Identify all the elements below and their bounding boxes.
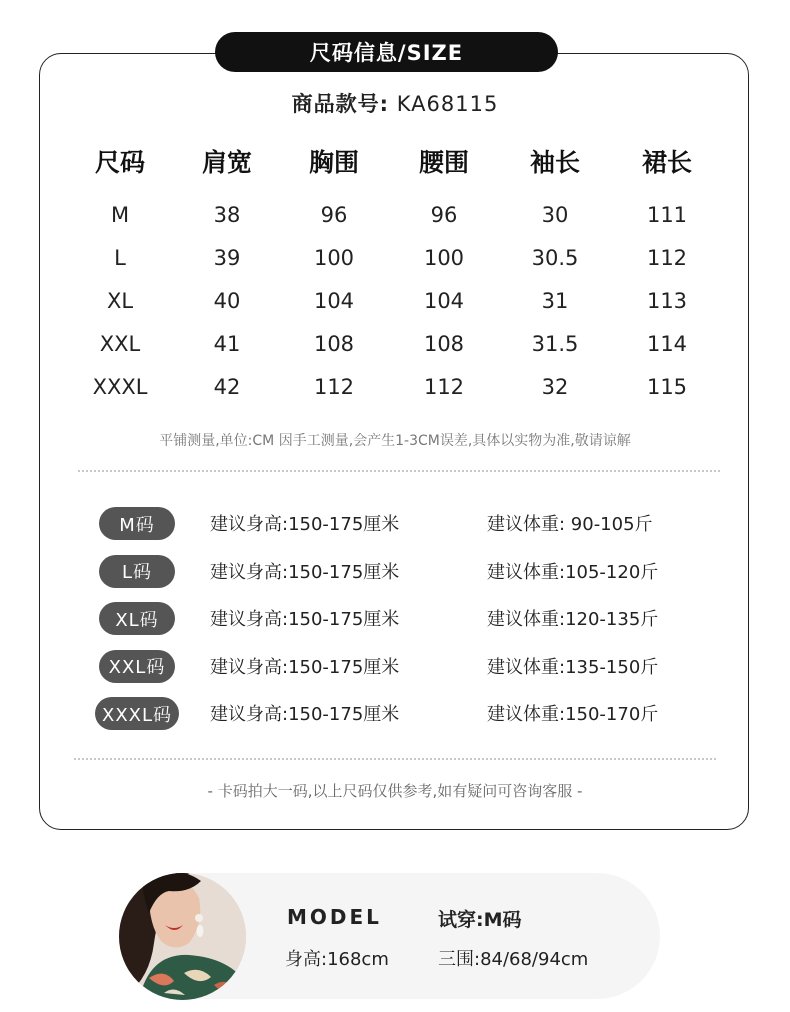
product-code-label: 商品款号: — [291, 92, 390, 116]
recommended-height: 建议身高:150-175厘米 — [210, 609, 400, 630]
model-label: MODEL — [287, 905, 382, 929]
table-cell: 30 — [541, 202, 569, 227]
table-cell: 32 — [541, 374, 569, 399]
header-waist: 腰围 — [418, 148, 469, 177]
table-cell: 38 — [213, 202, 241, 227]
table-header — [65, 137, 725, 185]
table-cell: M — [110, 202, 130, 227]
table-cell: 108 — [423, 331, 465, 356]
table-cell: 115 — [646, 374, 688, 399]
model-try-on-size: 试穿:M码 — [438, 909, 522, 931]
table-cell: 30.5 — [531, 245, 579, 270]
table-cell: 40 — [213, 288, 241, 313]
table-cell: XL — [106, 288, 134, 313]
product-code-value: KA68115 — [396, 92, 499, 116]
table-cell: 111 — [646, 202, 688, 227]
table-cell: 112 — [423, 374, 465, 399]
size-badge: XL码 — [99, 602, 175, 635]
table-cell: 104 — [423, 288, 465, 313]
header-size: 尺码 — [94, 148, 145, 177]
table-cell: 96 — [430, 202, 458, 227]
recommendation-row — [95, 553, 715, 601]
size-badge: XXL码 — [99, 650, 175, 683]
footer-note: - 卡码拍大一码,以上尺码仅供参考,如有疑问可咨询客服 - — [207, 782, 583, 800]
size-badge: L码 — [99, 555, 175, 588]
table-cell: 100 — [313, 245, 355, 270]
recommended-weight: 建议体重:120-135斤 — [487, 609, 659, 630]
model-photo — [119, 873, 246, 1000]
recommended-height: 建议身高:150-175厘米 — [210, 561, 400, 583]
table-cell: 31 — [541, 288, 569, 313]
header-bust: 胸围 — [308, 148, 359, 177]
table-cell: 114 — [646, 331, 688, 356]
product-code — [0, 88, 790, 118]
measurement-note: 平铺测量,单位:CM 因手工测量,会产生1-3CM误差,具体以实物为准,敬请谅解 — [159, 433, 631, 449]
table-cell: 113 — [646, 288, 688, 313]
size-badge: XXXL码 — [95, 697, 179, 730]
recommended-height: 建议身高:150-175厘米 — [210, 704, 400, 725]
table-cell: L — [114, 245, 126, 270]
table-cell: 100 — [423, 245, 465, 270]
recommended-height: 建议身高:150-175厘米 — [210, 656, 400, 678]
recommended-weight: 建议体重: 90-105斤 — [487, 514, 653, 535]
dotted-divider — [78, 470, 720, 472]
table-cell: 42 — [213, 374, 241, 399]
table-cell: 39 — [213, 245, 241, 270]
model-height: 身高:168cm — [285, 949, 389, 970]
table-cell: 104 — [313, 288, 355, 313]
table-cell: XXL — [99, 331, 141, 356]
table-cell: 31.5 — [531, 331, 579, 356]
recommendation-row — [95, 505, 715, 553]
table-cell: 41 — [213, 331, 241, 356]
recommendation-row — [95, 600, 715, 648]
size-badge: M码 — [99, 507, 175, 540]
table-row — [65, 236, 725, 279]
table-cell: 112 — [646, 245, 688, 270]
table-cell: 112 — [313, 374, 355, 399]
table-cell: 96 — [320, 202, 348, 227]
recommended-weight: 建议体重:135-150斤 — [487, 656, 659, 678]
model-measurements: 三围:84/68/94cm — [438, 949, 589, 970]
recommended-weight: 建议体重:150-170斤 — [487, 704, 659, 725]
table-row — [65, 365, 725, 408]
size-table — [65, 137, 725, 408]
recommendation-row — [95, 695, 715, 743]
table-row — [65, 322, 725, 365]
header-length: 裙长 — [641, 148, 692, 177]
dotted-divider — [74, 758, 716, 760]
table-row — [65, 279, 725, 322]
recommended-height: 建议身高:150-175厘米 — [210, 514, 400, 535]
recommended-weight: 建议体重:105-120斤 — [487, 561, 659, 583]
title-banner: 尺码信息/SIZE — [215, 32, 558, 72]
table-cell: 108 — [313, 331, 355, 356]
recommendation-row — [95, 648, 715, 696]
header-sleeve: 袖长 — [529, 148, 580, 177]
header-shoulder: 肩宽 — [201, 148, 252, 177]
model-photo-illustration — [119, 873, 246, 1000]
recommendation-list — [95, 505, 715, 743]
table-cell: XXXL — [92, 374, 148, 399]
table-row — [65, 193, 725, 236]
